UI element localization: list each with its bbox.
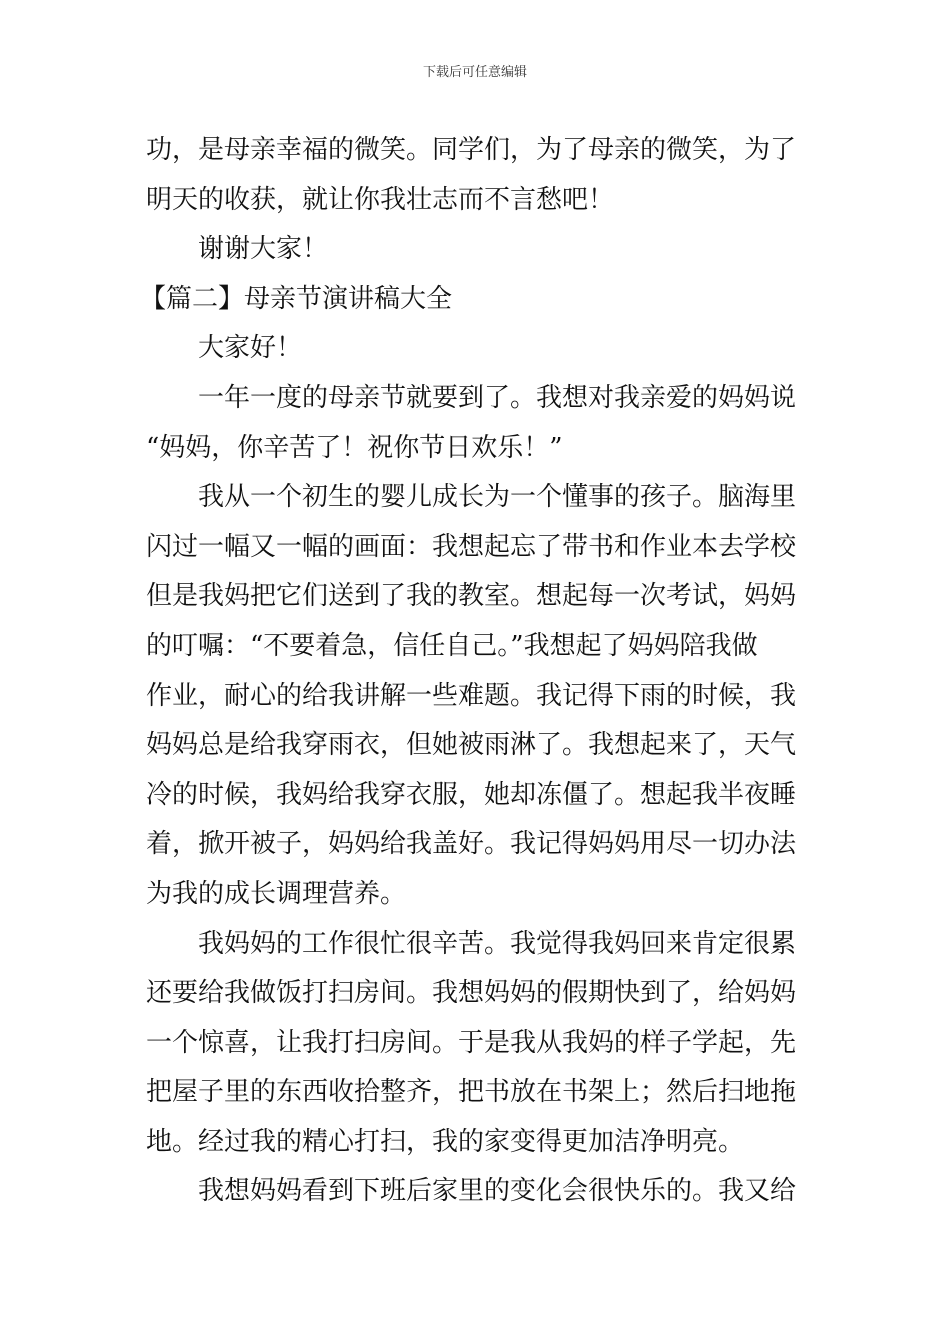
text-line: 明天的收获，就让你我壮志而不言愁吧！: [146, 184, 615, 215]
text-line: 我从一个初生的婴儿成长为一个懂事的孩子。脑海里: [198, 482, 797, 513]
text-line: 功，是母亲幸福的微笑。同学们，为了母亲的微笑，为了: [146, 135, 797, 165]
text-line: 闪过一幅又一幅的画面：我想起忘了带书和作业本去学校: [146, 531, 797, 562]
text-line: 把屋子里的东西收拾整齐，把书放在书架上；然后扫地拖: [146, 1077, 797, 1108]
text-line: 大家好！: [198, 333, 303, 364]
text-line: 还要给我做饭打扫房间。我想妈妈的假期快到了，给妈妈: [146, 978, 797, 1009]
text-line: 为我的成长调理营养。: [146, 878, 407, 909]
text-line: “妈妈，你辛苦了！祝你节日欢乐！”: [146, 432, 563, 463]
section-heading: 【篇二】母亲节演讲稿大全: [140, 283, 453, 314]
page-header-note: 下载后可任意编辑: [422, 65, 527, 80]
document-body: [140, 126, 816, 1217]
text-line: 我想妈妈看到下班后家里的变化会很快乐的。我又给: [198, 1176, 797, 1207]
text-line: 的叮嘱：“不要着急，信任自己。”我想起了妈妈陪我做: [146, 630, 758, 661]
text-line: 地。经过我的精心打扫，我的家变得更加洁净明亮。: [146, 1126, 745, 1157]
text-line: 一年一度的母亲节就要到了。我想对我亲爱的妈妈说: [198, 382, 797, 413]
text-line: 着，掀开被子，妈妈给我盖好。我记得妈妈用尽一切办法: [146, 829, 797, 860]
text-line: 妈妈总是给我穿雨衣，但她被雨淋了。我想起来了，天气: [146, 730, 797, 761]
text-line: 谢谢大家！: [198, 234, 329, 265]
text-line: 一个惊喜，让我打扫房间。于是我从我妈的样子学起，先: [146, 1027, 797, 1058]
text-line: 作业，耐心的给我讲解一些难题。我记得下雨的时候，我: [146, 680, 797, 711]
text-line: 我妈妈的工作很忙很辛苦。我觉得我妈回来肯定很累: [198, 928, 797, 959]
text-line: 但是我妈把它们送到了我的教室。想起每一次考试，妈妈: [146, 581, 797, 612]
text-line: 冷的时候，我妈给我穿衣服，她却冻僵了。想起我半夜睡: [146, 779, 797, 810]
